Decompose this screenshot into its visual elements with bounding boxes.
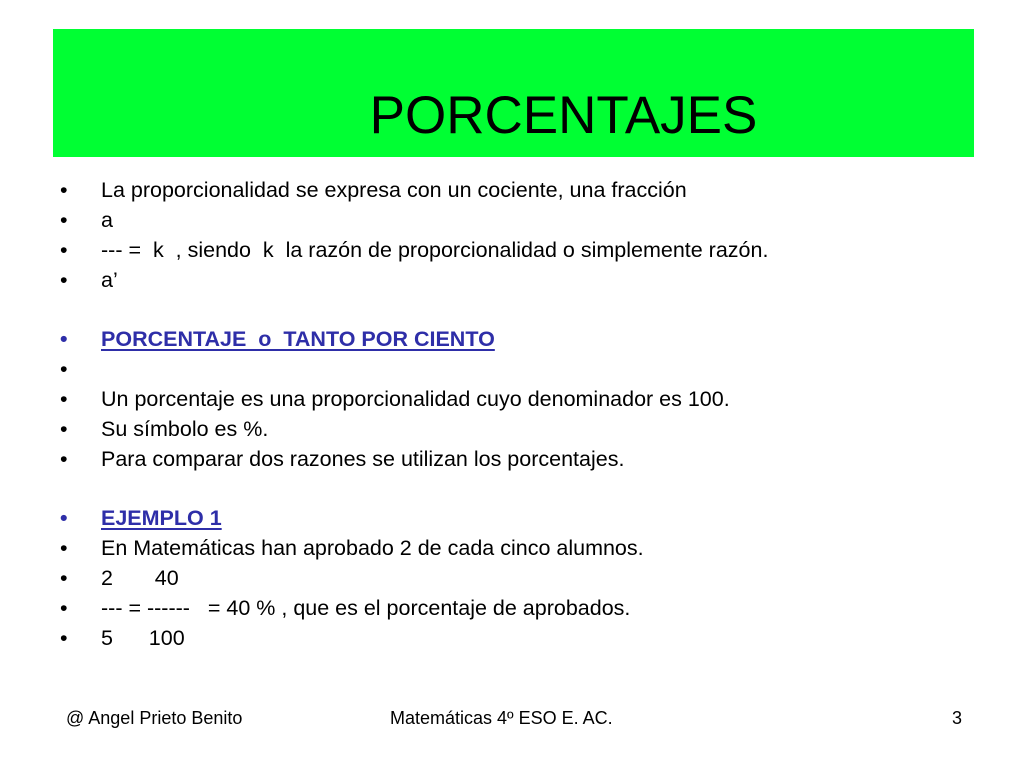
bullet-text: a	[101, 208, 113, 232]
heading-text: EJEMPLO 1	[101, 506, 222, 530]
bullet-symbol: •	[60, 268, 68, 292]
bullet-item	[60, 593, 980, 623]
bullet-text: --- = k , siendo k la razón de proporcionalidad o simplemente razón.	[101, 238, 769, 262]
bullet-text: a’	[101, 268, 118, 292]
slide-title: PORCENTAJES	[369, 86, 758, 145]
section-heading-ejemplo	[60, 503, 980, 533]
bullet-symbol: •	[60, 178, 68, 202]
bullet-item	[60, 563, 980, 593]
bullet-symbol: •	[60, 387, 68, 411]
bullet-symbol: •	[60, 208, 68, 232]
bullet-symbol: •	[60, 417, 68, 441]
bullet-text: 2 40	[101, 566, 179, 590]
bullet-item	[60, 623, 980, 653]
page-number: 3	[952, 708, 963, 728]
footer-course: Matemáticas 4º ESO E. AC.	[390, 708, 613, 728]
footer-author: @ Angel Prieto Benito	[66, 708, 243, 728]
bullet-item	[60, 444, 980, 474]
bullet-item	[60, 384, 980, 414]
bullet-text: Para comparar dos razones se utilizan los porcentajes.	[101, 447, 625, 471]
bullet-item	[60, 235, 980, 265]
bullet-item	[60, 414, 980, 444]
bullet-symbol: •	[60, 566, 68, 590]
bullet-symbol: •	[60, 327, 68, 351]
bullet-text: 5 100	[101, 626, 185, 650]
bullet-symbol: •	[60, 506, 68, 530]
bullet-item	[60, 205, 980, 235]
bullet-symbol: •	[60, 536, 68, 560]
bullet-symbol: •	[60, 626, 68, 650]
bullet-symbol: •	[60, 596, 68, 620]
bullet-item	[60, 533, 980, 563]
bullet-symbol: •	[60, 238, 68, 262]
bullet-symbol: •	[60, 447, 68, 471]
bullet-symbol: •	[60, 357, 68, 381]
title-bar	[53, 29, 974, 157]
bullet-text: Su símbolo es %.	[101, 417, 269, 441]
bullet-text: Un porcentaje es una proporcionalidad cuyo denominador es 100.	[101, 387, 730, 411]
bullet-item	[60, 175, 980, 205]
bullet-text: En Matemáticas han aprobado 2 de cada cinco alumnos.	[101, 536, 644, 560]
bullet-list	[60, 175, 980, 653]
section-heading-porcentaje	[60, 324, 980, 354]
bullet-text: La proporcionalidad se expresa con un cociente, una fracción	[101, 178, 687, 202]
heading-text: PORCENTAJE o TANTO POR CIENTO	[101, 327, 495, 351]
bullet-text: --- = ------ = 40 % , que es el porcentaje de aprobados.	[101, 596, 631, 620]
bullet-item	[60, 265, 980, 295]
bullet-item-empty	[60, 354, 980, 384]
